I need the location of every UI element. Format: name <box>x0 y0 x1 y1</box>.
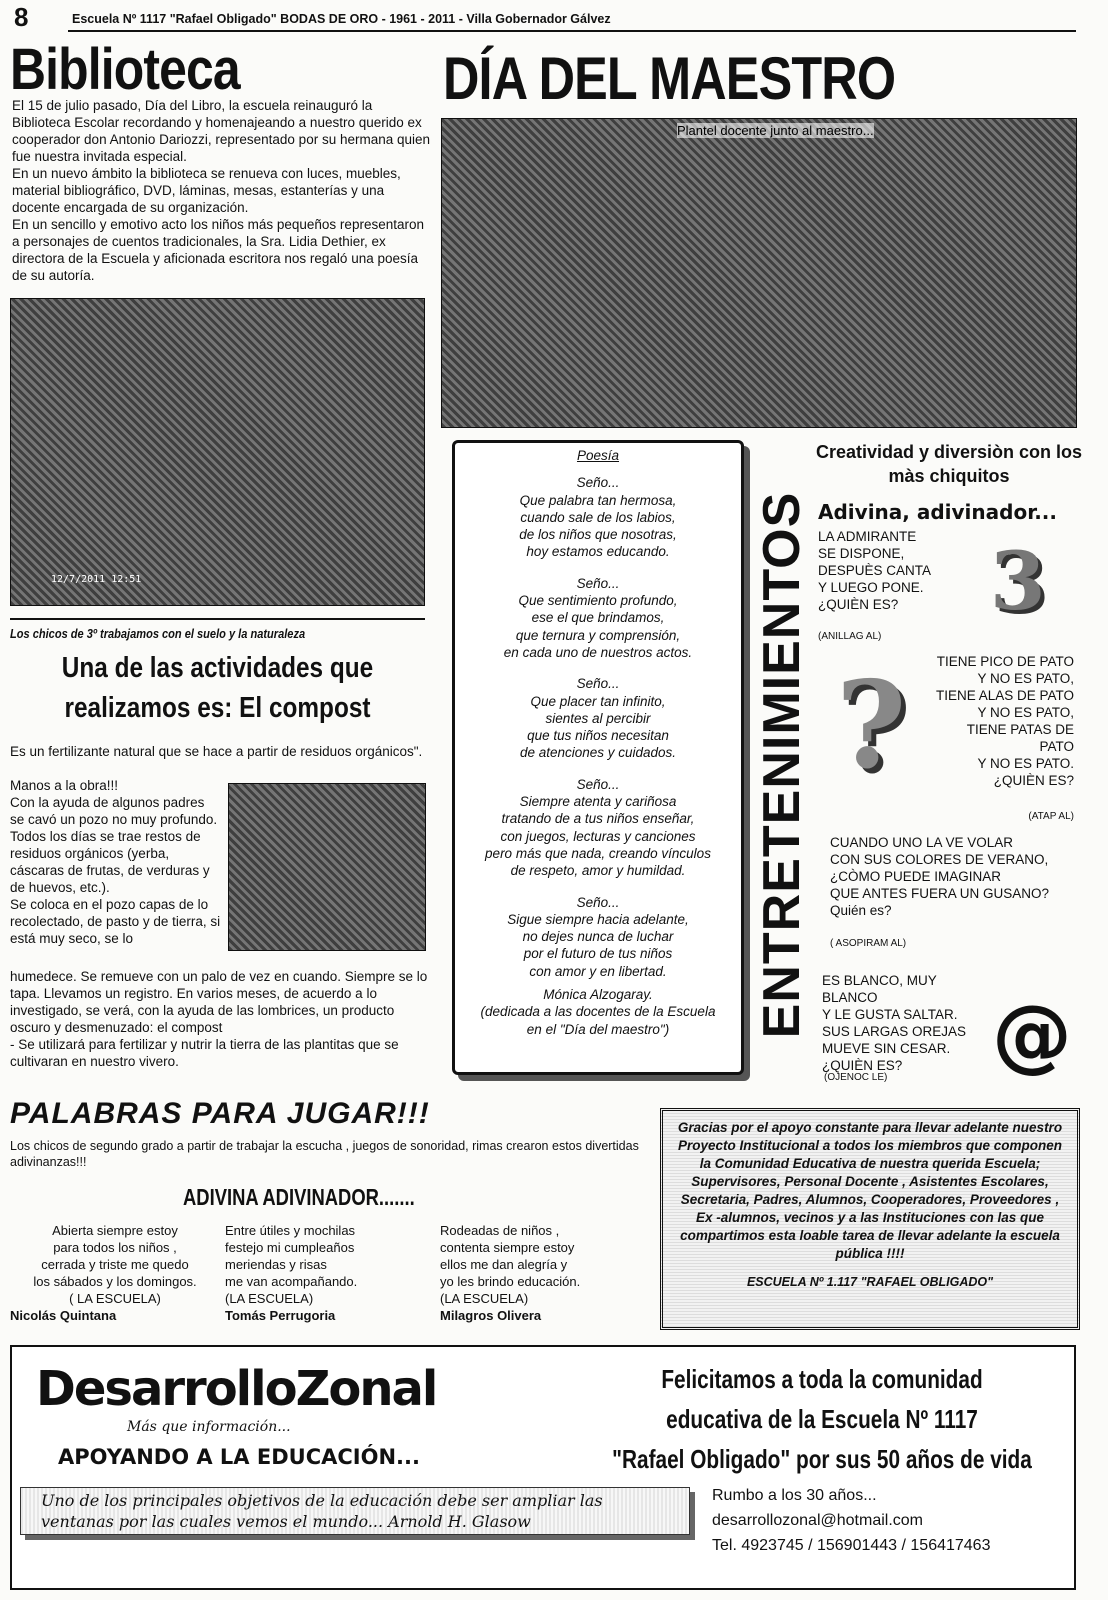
riddle-column <box>440 1222 650 1324</box>
ad-quote: Uno de los principales objetivos de la educación debe ser ampliar las ventanas por las cuales vemos el mundo... Arnold H. Glasow <box>20 1487 690 1535</box>
photo-stamp: 12/7/2011 12:51 <box>51 574 142 585</box>
at-sign-icon: @ <box>992 988 1072 1081</box>
number-three-icon: 3 <box>990 534 1046 628</box>
riddle-answer: (ANILLAG AL) <box>818 631 882 642</box>
riddle-text: TIENE PICO DE PATO Y NO ES PATO, TIENE ALAS DE PATO Y NO ES PATO, TIENE PATAS DE PATO Y NO ES PATO. ¿QUIÈN ES? <box>935 654 1074 788</box>
ad-phone: Tel. 4923745 / 156901443 / 156417463 <box>712 1537 991 1554</box>
compost-caption: Los chicos de 3º trabajamos con el suelo y la naturaleza <box>10 626 306 641</box>
ad-box <box>10 1345 1076 1590</box>
compost-title-line: realizamos es: El compost <box>64 692 371 724</box>
biblioteca-title: Biblioteca <box>10 37 240 102</box>
riddle-column <box>225 1222 435 1324</box>
palabras-title: PALABRAS PARA JUGAR!!! <box>10 1097 430 1130</box>
congrats-line: Felicitamos a toda la comunidad <box>661 1364 983 1394</box>
header-rule <box>68 30 1076 32</box>
entretenimientos-vertical-title: ENTRETENIMIENTOS <box>753 491 811 1039</box>
poem-stanza: Seño... Que placer tan infinito, sientes al percibir que tus niños necesitan de atenciones y cuidados. <box>519 676 677 761</box>
maestro-title: DÍA DEL MAESTRO <box>443 45 896 112</box>
ad-rumbo: Rumbo a los 30 años... <box>712 1487 877 1504</box>
gracias-text: Gracias por el apoyo constante para llevar adelante nuestro Proyecto Institucional a todos los miembros que componen la Comunidad Educativa de nuestra querida Escuela; Supervisores, Personal Docente , Asistentes Escolares, Secretaria, Padres, Alumnos, Cooperadores, Proveedores , Ex -alumnos, vecinos y a las Instituciones con las que compartimos esta loable tarea de llevar adelante la escuela pública !!!! <box>677 1120 1063 1261</box>
gracias-box <box>660 1108 1080 1330</box>
riddle-column <box>10 1222 220 1324</box>
masthead: Escuela Nº 1117 "Rafael Obligado" BODAS DE ORO - 1961 - 2011 - Villa Gobernador Gálvez <box>72 12 611 26</box>
question-mark-icon: ? <box>836 655 907 796</box>
biblioteca-body: El 15 de julio pasado, Día del Libro, la escuela reinauguró la Biblioteca Escolar recordando y homenajeando a nuestro querido ex cooperador don Antonio Dariozzi, representado por su hermana quien fue nuestra invitada especial. En un nuevo ámbito la biblioteca se renueva con luces, muebles, material bibliográfico, DVD, láminas, mesas, estanterías y una docente encargada de su organización. En un sencillo y emotivo acto los niños más pequeños representaron a personajes de cuentos tradicionales, la Sra. Lidia Dethier, ex directora de la Escuela y aficionada escritora nos regaló una poesía de su autoría. <box>12 98 431 283</box>
gracias-signature: ESCUELA Nº 1.117 "RAFAEL OBLIGADO" <box>746 1275 994 1289</box>
compost-photo <box>228 783 426 951</box>
maestro-photo <box>441 118 1077 428</box>
riddle-text: CUANDO UNO LA VE VOLAR CON SUS COLORES DE VERANO, ¿CÒMO PUEDE IMAGINAR QUE ANTES FUERA UN GUSANO? Quién es? <box>830 835 1050 918</box>
desarrollo-zonal-logo: DesarrolloZonal <box>36 1361 437 1417</box>
riddle-text: Abierta siempre estoy para todos los niños , cerrada y triste me quedo los sábados y los domingos. ( LA ESCUELA) <box>33 1223 197 1306</box>
congrats-line: educativa de la Escuela Nº 1117 <box>666 1404 978 1434</box>
riddle-text: Entre útiles y mochilas festejo mi cumpleaños meriendas y risas me van acompañando. (LA ESCUELA) <box>225 1223 358 1306</box>
compost-intro: Es un fertilizante natural que se hace a partir de residuos orgánicos". <box>10 744 423 759</box>
riddle-answer: (OJENOC LE) <box>824 1072 888 1083</box>
palabras-subtitle: ADIVINA ADIVINADOR....... <box>183 1184 415 1210</box>
poem-box <box>452 440 744 1075</box>
ad-slogan: APOYANDO A LA EDUCACIÓN... <box>58 1445 420 1469</box>
congrats-line: "Rafael Obligado" por sus 50 años de vida <box>612 1444 1032 1474</box>
riddle-text: LA ADMIRANTE SE DISPONE, DESPUÈS CANTA Y LUEGO PONE. ¿QUIÈN ES? <box>818 529 932 612</box>
palabras-intro: Los chicos de segundo grado a partir de trabajar la escucha , juegos de sonoridad, rimas crearon estos divertidas adivinanzas!!! <box>10 1139 639 1169</box>
ad-email[interactable]: desarrollozonal@hotmail.com <box>712 1512 923 1529</box>
poem-stanza: Seño... Que sentimiento profundo, ese el que brindamos, que ternura y comprensión, en cada uno de nuestros actos. <box>503 575 693 660</box>
ad-contact <box>712 1483 990 1558</box>
riddle-author: Nicolás Quintana <box>10 1308 117 1323</box>
compost-body-wide: humedece. Se remueve con un palo de vez en cuando. Siempre se lo tapa. Llevamos un registro. En varios meses, de acuerdo a lo investigado, se verá, con la ayuda de las lombrices, un producto oscuro y desmenuzado: el compost - Se utilizará para fertilizar y nutrir la tierra de las plantitas que se cultivaran en nuestro vivero. <box>10 969 428 1069</box>
riddle-answer: ( ASOPIRAM AL) <box>830 938 907 949</box>
poem-label: Poesía <box>576 448 620 463</box>
maestro-photo-caption: Plantel docente junto al maestro... <box>677 123 874 138</box>
riddle-author: Tomás Perrugoria <box>225 1308 336 1323</box>
poem-dedication: (dedicada a las docentes de la Escuela en el "Día del maestro") <box>480 1004 716 1037</box>
poem-stanza: Seño... Siempre atenta y cariñosa tratando de a tus niños enseñar, con juegos, lecturas y canciones pero más que nada, creando vínculos de respeto, amor y humildad. <box>485 776 711 879</box>
entretenimientos-subheading: Adivina, adivinador... <box>818 500 1057 524</box>
divider <box>10 618 425 620</box>
poem-stanza: Seño... Que palabra tan hermosa, cuando sale de los labios, de los niños que nosotras, hoy estamos educando. <box>519 475 677 560</box>
biblioteca-photo <box>10 298 425 606</box>
riddle-author: Milagros Olivera <box>440 1308 542 1323</box>
entretenimientos-heading: Creatividad y diversiòn con los màs chiquitos <box>815 442 1083 486</box>
riddle-text: Rodeadas de niños , contenta siempre estoy ellos me dan alegría y yo les brindo educación. (LA ESCUELA) <box>440 1223 581 1306</box>
poem-author: Mónica Alzogaray. <box>543 987 653 1003</box>
poem-stanza: Seño... Sigue siempre hacia adelante, no dejes nunca de luchar por el futuro de tus niños con amor y en libertad. <box>507 894 689 979</box>
page-number: 8 <box>14 2 29 32</box>
riddle-text: ES BLANCO, MUY BLANCO Y LE GUSTA SALTAR. SUS LARGAS OREJAS MUEVE SIN CESAR. ¿QUIÈN ES? <box>822 973 967 1073</box>
logo-tagline: Más que información... <box>127 1419 291 1435</box>
ad-congrats <box>598 1359 1046 1479</box>
compost-title-line: Una de las actividades que <box>61 652 374 684</box>
compost-title <box>10 648 426 728</box>
compost-body-narrow: Manos a la obra!!! Con la ayuda de algunos padres se cavó un pozo no muy profundo. Todos los días se trae restos de residuos orgánicos (yerba, cáscaras de frutas, de verduras y de huevos, etc.). Se coloca en el pozo capas de lo recolectado, de pasto y de tierra, si está muy seco, se lo <box>10 778 221 946</box>
riddle-answer: (ATAP AL) <box>1028 811 1074 822</box>
